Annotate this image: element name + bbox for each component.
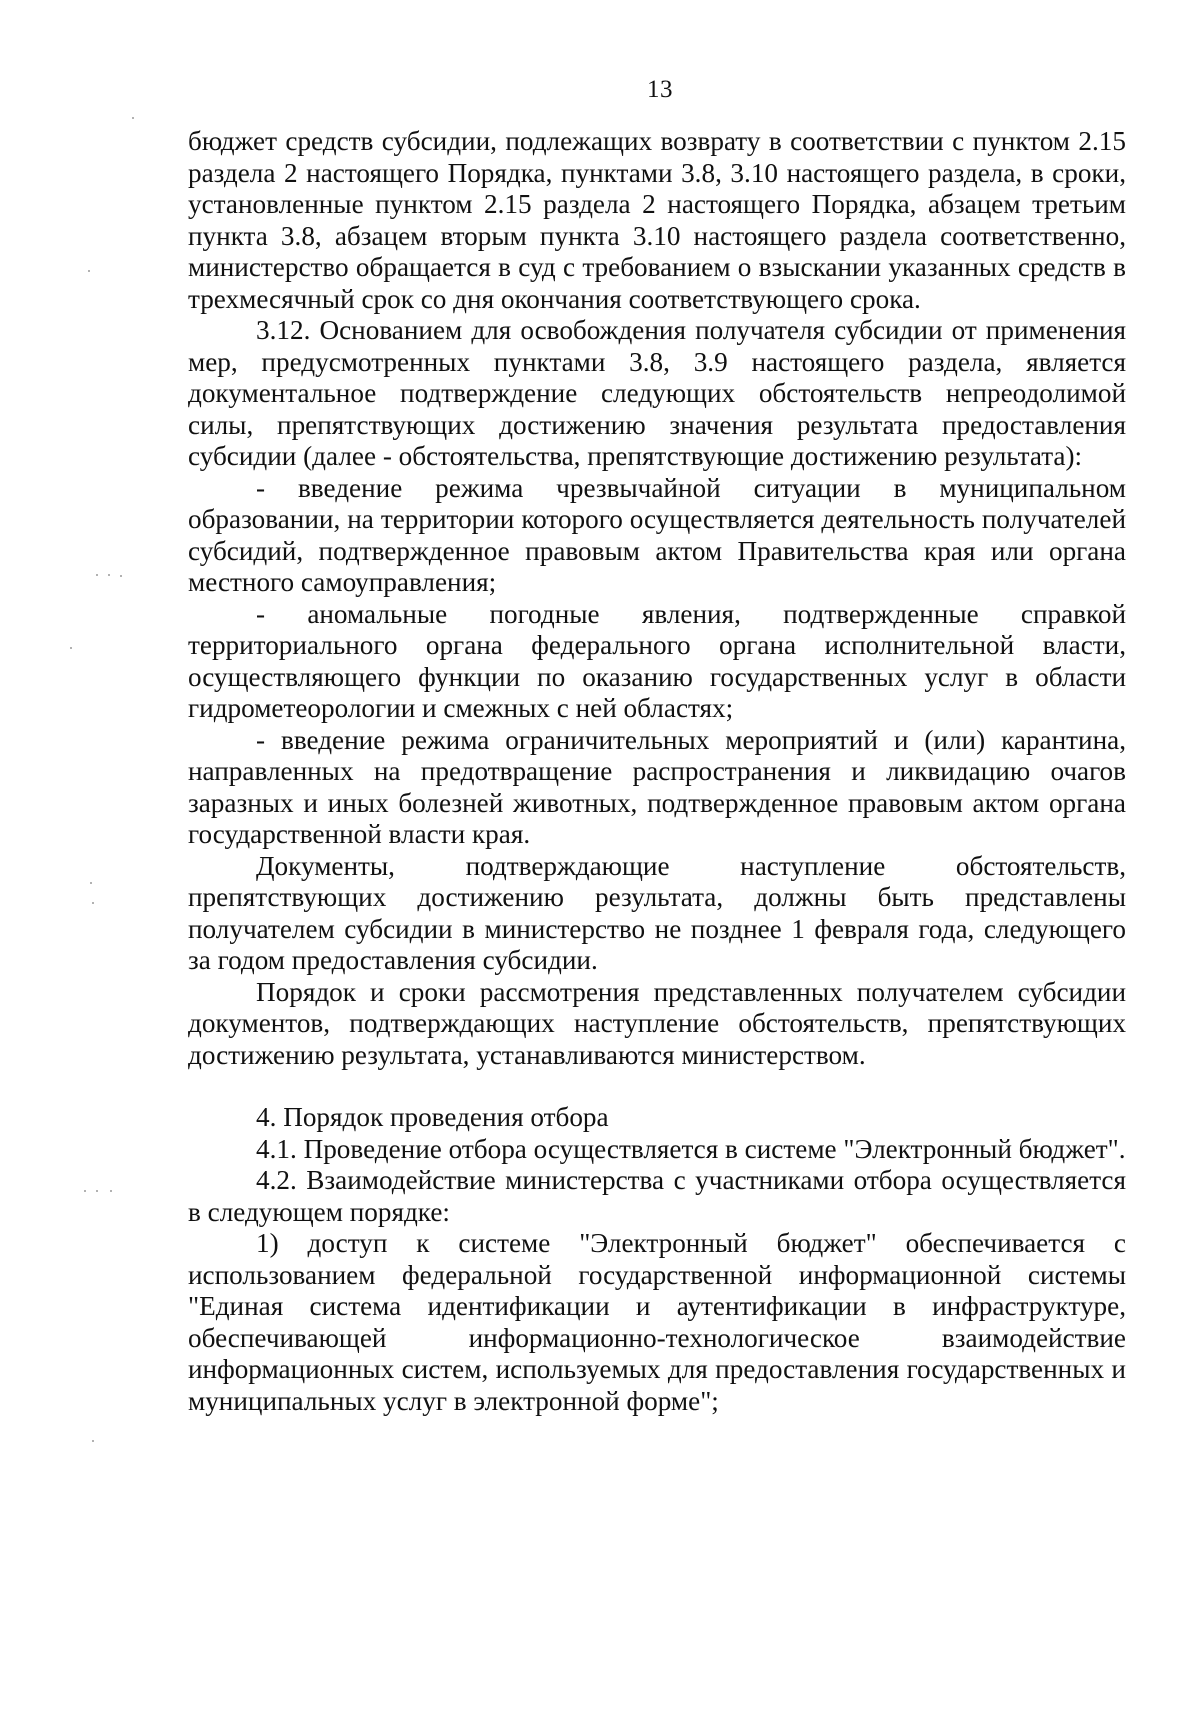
paragraph-review-procedure: Порядок и сроки рассмотрения представленных получателем субсидии документов, подтверждающих наступление обстоятельств, препятствующих достижению результата, устанавливаются министерством. — [188, 976, 1126, 1070]
list-item-weather: - аномальные погодные явления, подтвержденные справкой территориального органа федерального органа исполнительной власти, осуществляющего функции по оказанию государственных услуг в области гидрометеорологии и смежных с ней областях; — [188, 598, 1126, 723]
paragraph-4-1: 4.1. Проведение отбора осуществляется в системе "Электронный бюджет". — [256, 1133, 1126, 1164]
paragraph-continuation: бюджет средств субсидии, подлежащих возврату в соответствии с пунктом 2.15 раздела 2 настоящего Порядка, пунктами 3.8, 3.10 настоящего раздела, в сроки, установленные пунктом 2.15 раздела 2 настоящего Порядка, абзацем третьим пункта 3.8, абзацем вторым пункта 3.10 настоящего раздела соответственно, министерство обращается в суд с требованием о взыскании указанных средств в трехмесячный срок со дня окончания соответствующего срока. — [188, 126, 1126, 314]
paragraph-4-2: 4.2. Взаимодействие министерства с участниками отбора осуществляется в следующем порядке: — [188, 1165, 1126, 1227]
section-heading-4: 4. Порядок проведения отбора — [256, 1102, 609, 1132]
list-item-access: 1) доступ к системе "Электронный бюджет" обеспечивается с использованием федеральной государственной информационной системы "Единая система идентификации и аутентификации в инфраструктуре, обеспечивающей информационно-технологическое взаимодействие информационных систем, используемых для предоставления государственных и муниципальных услуг в электронной форме"; — [188, 1228, 1126, 1416]
paragraph-documents: Документы, подтверждающие наступление обстоятельств, препятствующих достижению результата, должны быть представлены получателем субсидии в министерство не позднее 1 февраля года, следующего за годом предоставления субсидии. — [188, 850, 1126, 975]
list-item-quarantine: - введение режима ограничительных мероприятий и (или) карантина, направленных на предотвращение распространения и ликвидацию очагов заразных и иных болезней животных, подтвержденное правовым актом органа государственной власти края. — [188, 724, 1126, 849]
list-item-emergency: - введение режима чрезвычайной ситуации в муниципальном образовании, на территории которого осуществляется деятельность получателей субсидий, подтвержденное правовым актом Правительства края или органа местного самоуправления; — [188, 472, 1126, 597]
paragraph-3-12: 3.12. Основанием для освобождения получателя субсидии от применения мер, предусмотренных пунктами 3.8, 3.9 настоящего раздела, является документальное подтверждение следующих обстоятельств непреодолимой силы, препятствующих достижению значения результата предоставления субсидии (далее - обстоятельства, препятствующие достижению результата): — [188, 315, 1126, 471]
page-number: 13 — [647, 76, 673, 103]
document-body — [188, 126, 1126, 1417]
